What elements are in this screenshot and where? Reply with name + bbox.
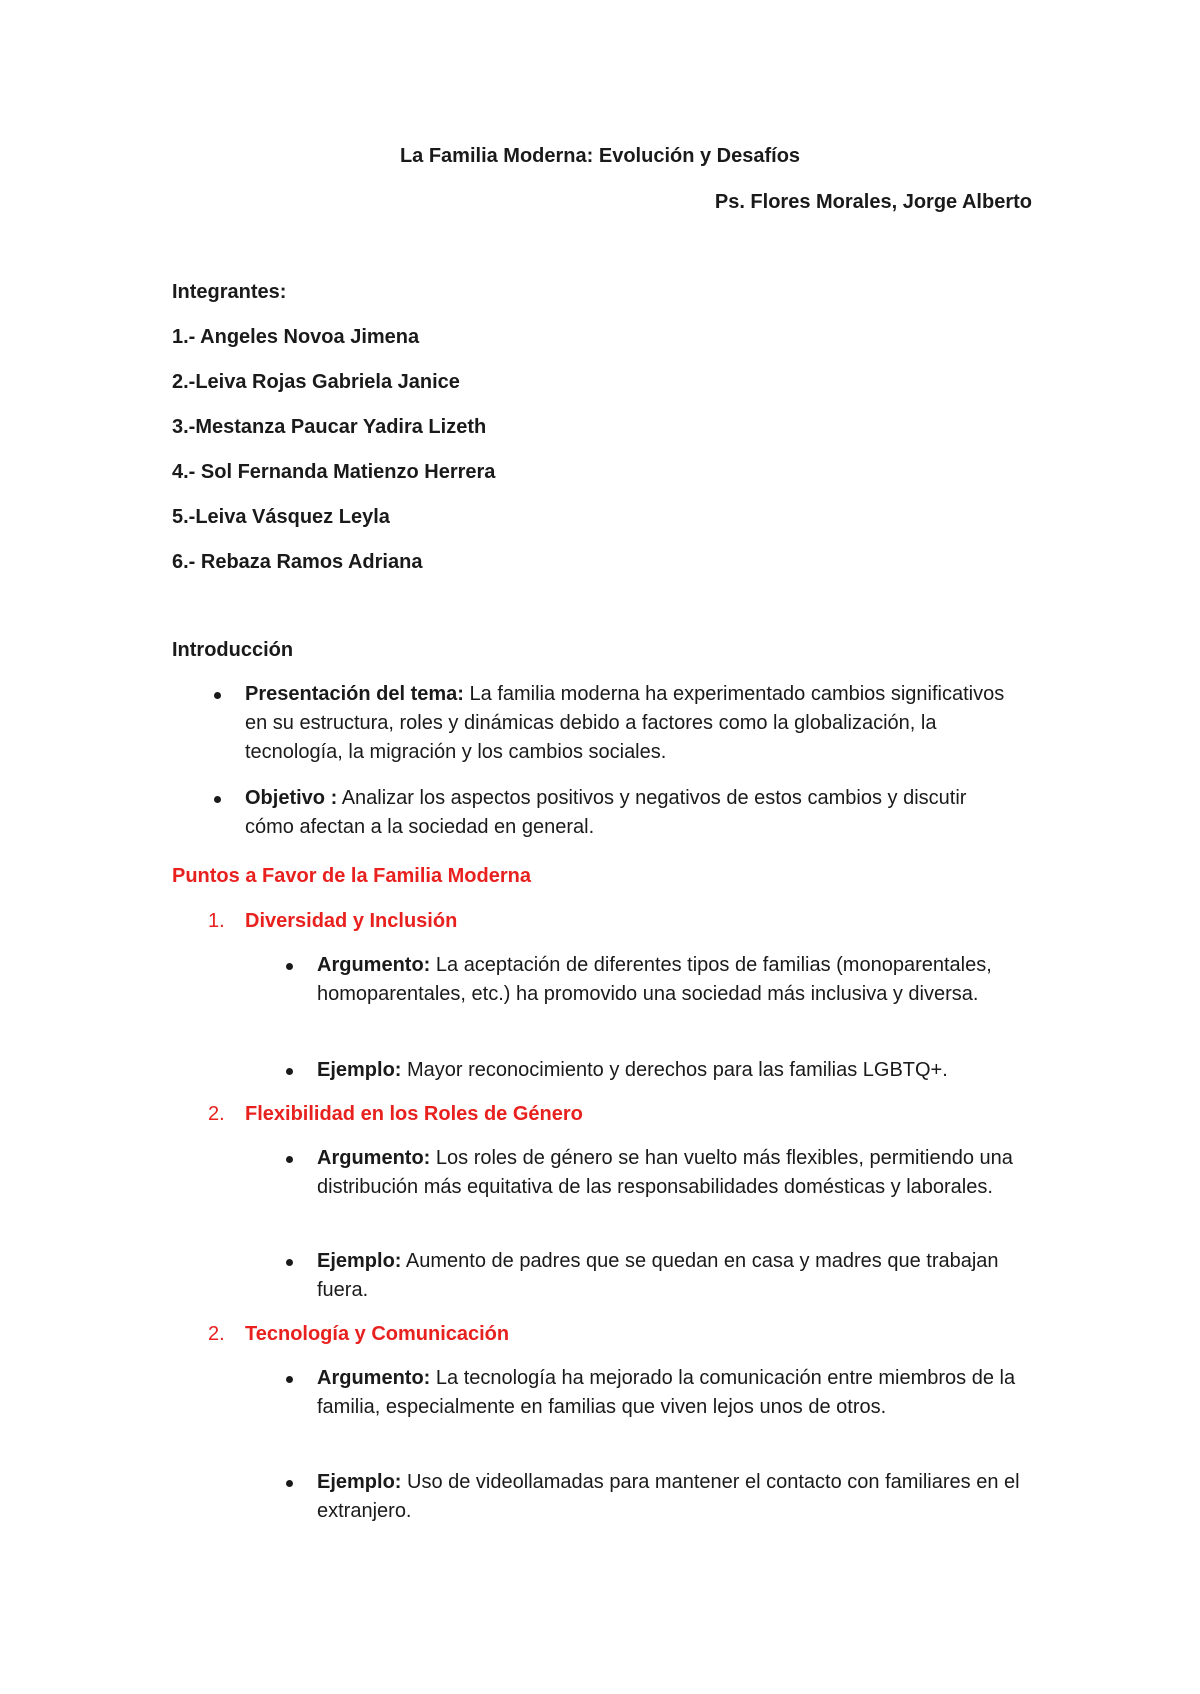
member-item: 2.-Leiva Rojas Gabriela Janice — [172, 371, 460, 393]
point-item-label: Ejemplo: — [317, 1059, 402, 1081]
document-title: La Familia Moderna: Evolución y Desafíos — [399, 145, 801, 167]
member-item: 6.- Rebaza Ramos Adriana — [172, 551, 423, 573]
intro-item — [245, 680, 1005, 767]
intro-item-text: Analizar los aspectos positivos y negativos de estos cambios y discutir cómo afectan a la sociedad en general. — [245, 787, 967, 838]
bullet-icon — [286, 1480, 293, 1487]
point-item-label: Argumento: — [317, 1147, 431, 1169]
bullet-icon — [214, 796, 221, 803]
member-item: 5.-Leiva Vásquez Leyla — [172, 506, 390, 528]
intro-item-label: Presentación del tema: — [245, 683, 464, 705]
member-item: 3.-Mestanza Paucar Yadira Lizeth — [172, 416, 487, 438]
point-item-label: Ejemplo: — [317, 1471, 402, 1493]
point-item-text: La tecnología ha mejorado la comunicación entre miembros de la familia, especialmente en familias que viven lejos unos de otros. — [317, 1367, 1016, 1418]
point-item — [317, 1247, 1037, 1305]
point-item-text: Aumento de padres que se quedan en casa y madres que trabajan fuera. — [317, 1250, 999, 1301]
point-title: Flexibilidad en los Roles de Género — [245, 1103, 583, 1125]
bullet-icon — [214, 692, 221, 699]
point-item-text: Uso de videollamadas para mantener el contacto con familiares en el extranjero. — [317, 1471, 1020, 1522]
point-title: Tecnología y Comunicación — [245, 1323, 510, 1345]
point-number: 2. — [208, 1103, 225, 1125]
point-item-label: Ejemplo: — [317, 1250, 402, 1272]
document-author: Ps. Flores Morales, Jorge Alberto — [714, 191, 1032, 213]
point-number: 1. — [208, 910, 225, 932]
bullet-icon — [286, 1156, 293, 1163]
point-item-label: Argumento: — [317, 954, 431, 976]
point-item-text: Los roles de género se han vuelto más flexibles, permitiendo una distribución más equitativa de las responsabilidades domésticas y laborales. — [317, 1147, 1013, 1198]
section-heading: Puntos a Favor de la Familia Moderna — [172, 865, 531, 887]
bullet-icon — [286, 1376, 293, 1383]
point-item-text: Mayor reconocimiento y derechos para las familias LGBTQ+. — [401, 1059, 948, 1081]
intro-item-label: Objetivo : — [245, 787, 338, 809]
point-item — [317, 1056, 1057, 1085]
intro-heading: Introducción — [172, 639, 294, 661]
point-item-text: La aceptación de diferentes tipos de familias (monoparentales, homoparentales, etc.) ha promovido una sociedad más inclusiva y diversa. — [317, 954, 992, 1005]
point-title: Diversidad y Inclusión — [245, 910, 458, 932]
member-item: 1.- Angeles Novoa Jimena — [172, 326, 420, 348]
point-item — [317, 1468, 1037, 1526]
intro-item-text: La familia moderna ha experimentado cambios significativos en su estructura, roles y dinámicas debido a factores como la globalización, la tecnología, la migración y los cambios sociales. — [245, 683, 1005, 763]
bullet-icon — [286, 1068, 293, 1075]
members-heading: Integrantes: — [172, 281, 287, 303]
point-item — [317, 1364, 1037, 1422]
bullet-icon — [286, 1259, 293, 1266]
bullet-icon — [286, 963, 293, 970]
point-number: 2. — [208, 1323, 225, 1345]
point-item — [317, 951, 1037, 1009]
point-item-label: Argumento: — [317, 1367, 431, 1389]
intro-item — [245, 784, 1005, 842]
point-item — [317, 1144, 1037, 1202]
member-item: 4.- Sol Fernanda Matienzo Herrera — [172, 461, 496, 483]
